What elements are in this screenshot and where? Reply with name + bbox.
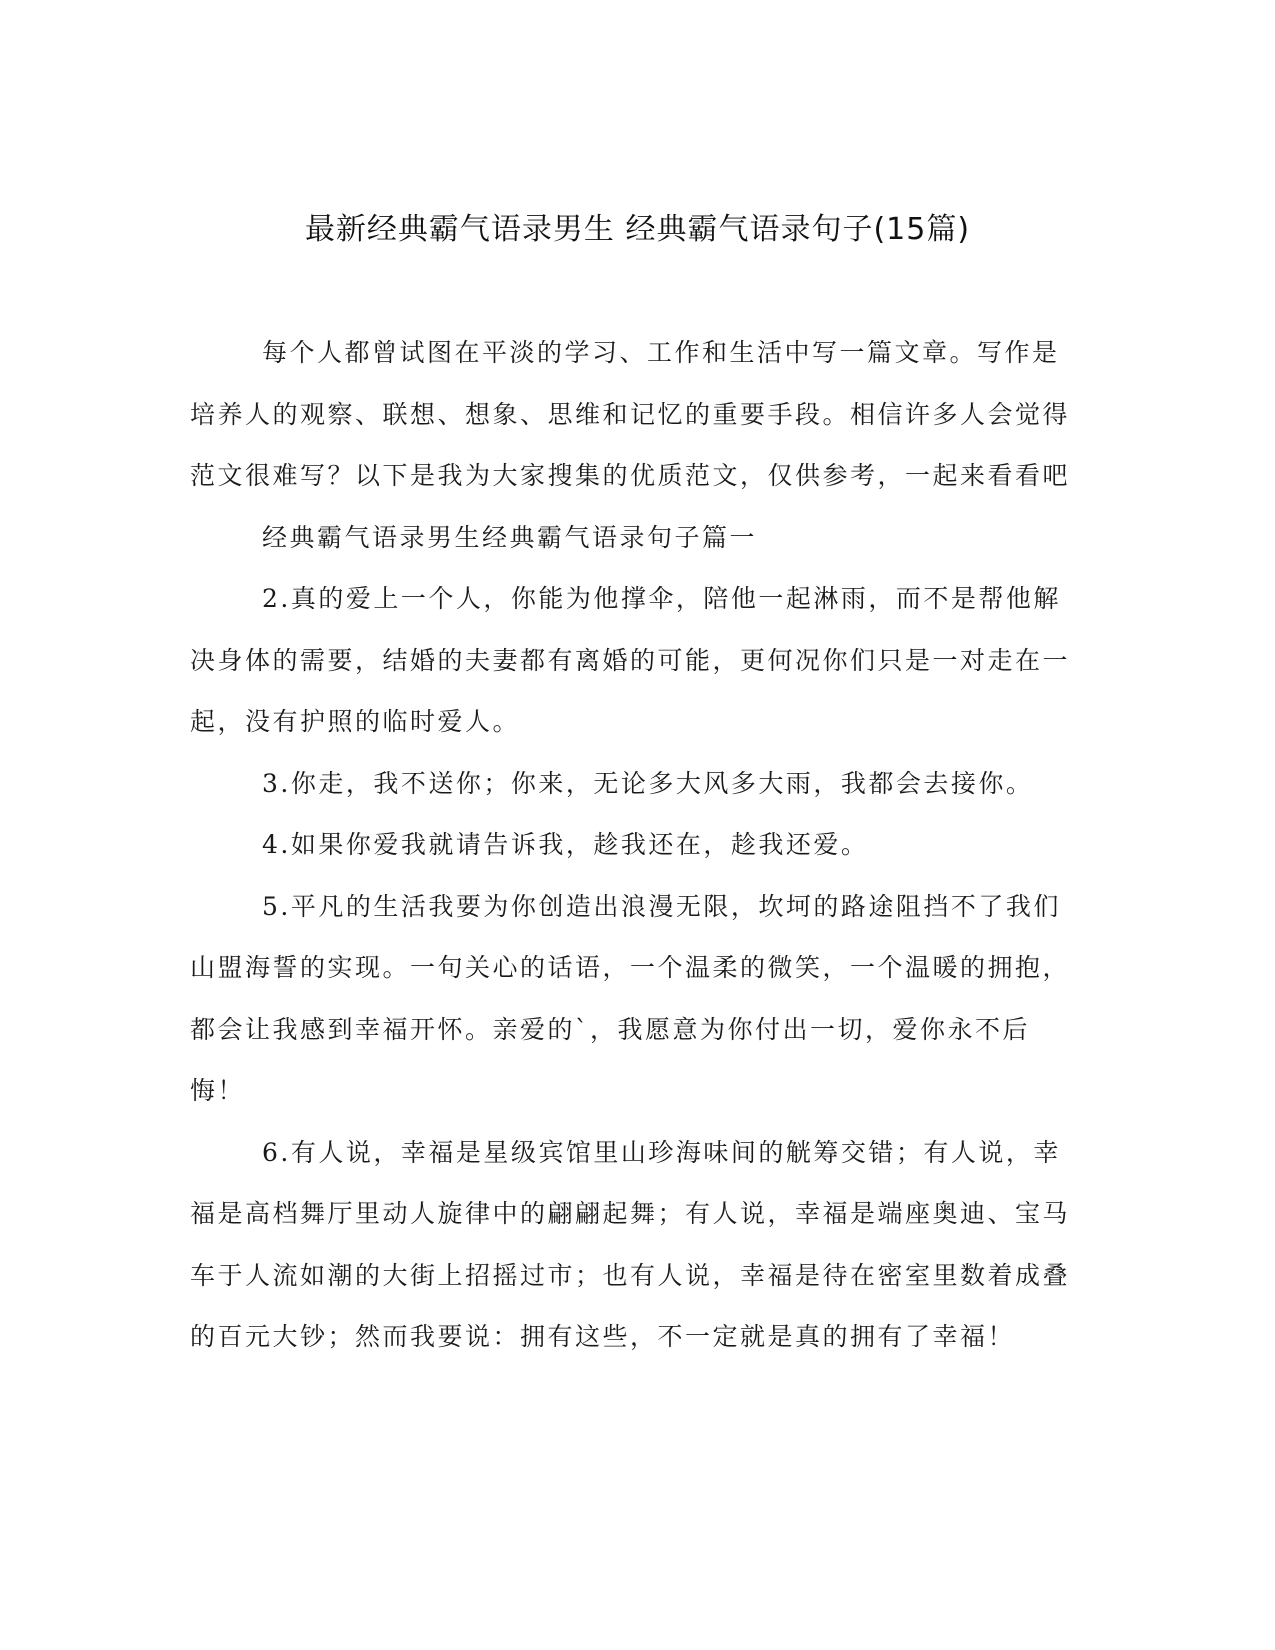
intro-paragraph: 每个人都曾试图在平淡的学习、工作和生活中写一篇文章。写作是培养人的观察、联想、想象、思维和记忆的重要手段。相信许多人会觉得范文很难写？以下是我为大家搜集的优质范文，仅供参考，一起来看看吧 <box>190 338 1071 490</box>
quote-paragraph-2: 2.真的爱上一个人，你能为他撑伞，陪他一起淋雨，而不是帮他解决身体的需要，结婚的夫妻都有离婚的可能，更何况你们只是一对走在一起，没有护照的临时爱人。 <box>190 584 1071 736</box>
document-title: 最新经典霸气语录男生 经典霸气语录句子(15篇) <box>304 212 971 247</box>
quote-paragraph-5: 5.平凡的生活我要为你创造出浪漫无限，坎坷的路途阻挡不了我们山盟海誓的实现。一句关心的话语，一个温柔的微笑，一个温暖的拥抱，都会让我感到幸福开怀。亲爱的`，我愿意为你付出一切，爱你永不后悔！ <box>190 891 1071 1105</box>
quote-paragraph-6: 6.有人说，幸福是星级宾馆里山珍海味间的觥筹交错；有人说，幸福是高档舞厅里动人旋律中的翩翩起舞；有人说，幸福是端座奥迪、宝马车于人流如潮的大街上招摇过市；也有人说，幸福是待在密室里数着成叠的百元大钞；然而我要说：拥有这些，不一定就是真的拥有了幸福！ <box>190 1137 1071 1351</box>
quote-paragraph-3: 3.你走，我不送你；你来，无论多大风多大雨，我都会去接你。 <box>262 768 1034 798</box>
section-heading: 经典霸气语录男生经典霸气语录句子篇一 <box>262 522 758 552</box>
document-body <box>190 322 1070 1368</box>
quote-paragraph-4: 4.如果你爱我就请告诉我，趁我还在，趁我还爱。 <box>262 830 869 859</box>
